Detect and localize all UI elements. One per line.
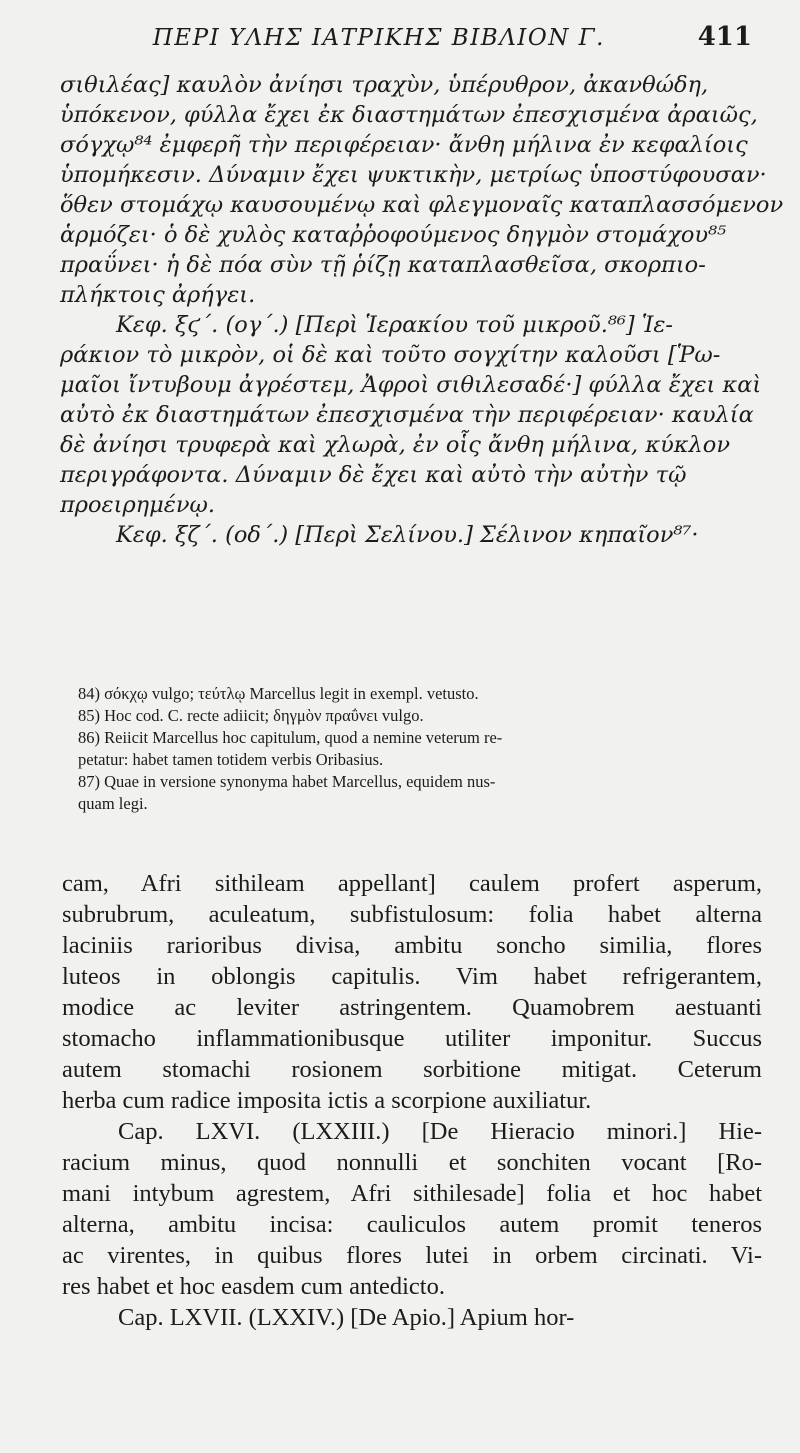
- latin-line: laciniis rarioribus divisa, ambitu soncho similia, flores: [62, 932, 762, 959]
- latin-line: herba cum radice imposita ictis a scorpione auxiliatur.: [62, 1087, 592, 1114]
- latin-line: autem stomachi rosionem sorbitione mitigat. Ceterum: [62, 1056, 762, 1083]
- footnote-continuation: quam legi.: [78, 794, 148, 813]
- greek-line: δὲ ἀνίησι τρυφερὰ καὶ χλωρὰ, ἐν οἷς ἄνθη μήλινα, κύκλον: [60, 432, 731, 458]
- latin-line: modice ac leviter astringentem. Quamobrem aestuanti: [62, 994, 762, 1021]
- greek-line: πραΰνει· ἡ δὲ πόα σὺν τῇ ῥίζῃ καταπλασθεῖσα, σκορπιο-: [60, 252, 706, 278]
- footnote: 86) Reiicit Marcellus hoc capitulum, quod a nemine veterum re-: [78, 728, 503, 747]
- latin-line: ac virentes, in quibus flores lutei in orbem circinati. Vi-: [62, 1242, 762, 1269]
- latin-line: subrubrum, aculeatum, subfistulosum: folia habet alterna: [62, 901, 762, 928]
- greek-line: ράκιον τὸ μικρὸν, οἱ δὲ καὶ τοῦτο σογχίτην καλοῦσι [Ῥω-: [60, 342, 721, 368]
- greek-line: μαῖοι ἴντυβουμ ἀγρέστεμ, Ἀφροὶ σιθιλεσαδέ·] φύλλα ἔχει καὶ: [60, 372, 762, 398]
- page-number: 411: [697, 22, 752, 52]
- greek-line: ὑπόκενον, φύλλα ἔχει ἐκ διαστημάτων ἐπεσχισμένα ἀραιῶς,: [60, 102, 758, 128]
- greek-line: σιθιλέας] καυλὸν ἀνίησι τραχὺν, ὑπέρυθρον, ἀκανθώδη,: [60, 72, 709, 98]
- footnote: 85) Hoc cod. C. recte adiicit; δηγμὸν πραΰνει vulgo.: [78, 706, 424, 725]
- latin-text-block: [62, 868, 762, 1333]
- footnotes: [78, 683, 758, 815]
- latin-line: racium minus, quod nonnulli et sonchiten vocant [Ro-: [62, 1149, 762, 1176]
- greek-line: προειρημένῳ.: [60, 492, 216, 518]
- latin-line: cam, Afri sithileam appellant] caulem profert asperum,: [62, 870, 762, 897]
- footnote: 87) Quae in versione synonyma habet Marcellus, equidem nus-: [78, 772, 496, 791]
- latin-line: stomacho inflammationibusque utiliter imponitur. Succus: [62, 1025, 762, 1052]
- greek-line: περιγράφοντα. Δύναμιν δὲ ἔχει καὶ αὐτὸ τὴν αὐτὴν τῷ: [60, 462, 687, 488]
- greek-line: ἁρμόζει· ὁ δὲ χυλὸς καταῤῥοφούμενος δηγμὸν στομάχου⁸⁵: [60, 222, 727, 248]
- latin-line: res habet et hoc easdem cum antedicto.: [62, 1273, 445, 1300]
- latin-chapter-heading: Cap. LXVI. (LXXIII.) [De Hieracio minori.] Hie-: [118, 1118, 762, 1145]
- greek-line: πλήκτοις ἀρήγει.: [60, 282, 256, 308]
- latin-line: alterna, ambitu incisa: cauliculos autem promit teneros: [62, 1211, 762, 1238]
- greek-text-block: [60, 70, 784, 550]
- latin-line: luteos in oblongis capitulis. Vim habet refrigerantem,: [62, 963, 762, 990]
- greek-chapter-heading: Κεφ. ξζ΄. (οδ΄.) [Περὶ Σελίνου.] Σέλινον κηπαῖον⁸⁷·: [116, 522, 699, 548]
- greek-line: ὅθεν στομάχῳ καυσουμένῳ καὶ φλεγμοναῖς καταπλασσόμενον: [60, 192, 784, 218]
- greek-line: σόγχῳ⁸⁴ ἐμφερῆ τὴν περιφέρειαν· ἄνθη μήλινα ἐν κεφαλίοις: [60, 132, 748, 158]
- running-title: ΠΕΡΙ ΥΛΗΣ ΙΑΤΡΙΚΗΣ ΒΙΒΛΙΟΝ Γ.: [152, 25, 605, 51]
- page-header: [60, 22, 752, 62]
- footnote: 84) σόκχῳ vulgo; τεύτλῳ Marcellus legit in exempl. vetusto.: [78, 684, 479, 703]
- greek-line: αὐτὸ ἐκ διαστημάτων ἐπεσχισμένα τὴν περιφέρειαν· καυλία: [60, 402, 754, 428]
- footnote-continuation: petatur: habet tamen totidem verbis Oribasius.: [78, 750, 384, 769]
- greek-line: ὑπομήκεσιν. Δύναμιν ἔχει ψυκτικὴν, μετρίως ὑποστύφουσαν·: [60, 162, 767, 188]
- greek-chapter-heading: Κεφ. ξϛ΄. (ογ΄.) [Περὶ Ἱερακίου τοῦ μικροῦ.⁸⁶] Ἱε-: [116, 312, 674, 338]
- latin-chapter-heading: Cap. LXVII. (LXXIV.) [De Apio.] Apium hor-: [118, 1304, 575, 1331]
- latin-line: mani intybum agrestem, Afri sithilesade] folia et hoc habet: [62, 1180, 762, 1207]
